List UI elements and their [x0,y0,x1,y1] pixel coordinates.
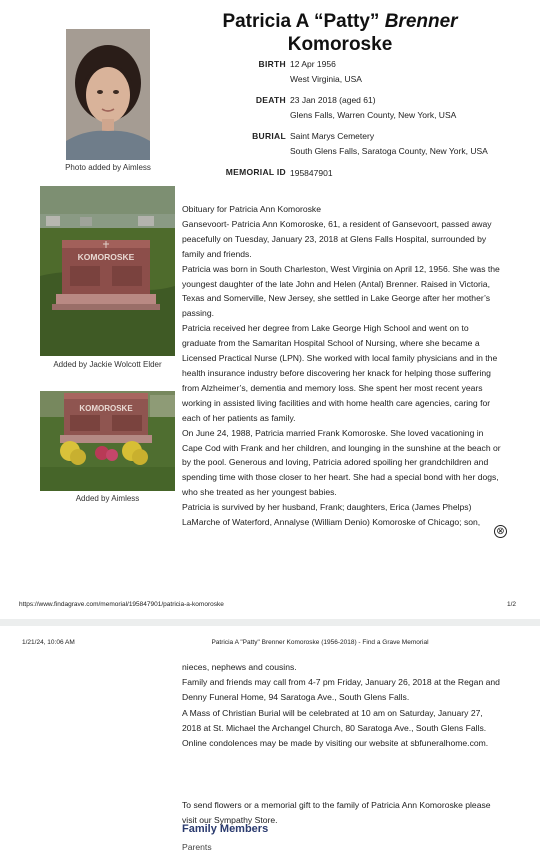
obituary-paragraph: Patricia was born in South Charleston, West Virginia on April 12, 1956. She was the youngest daughter of the late John and Helen (Antal) Brenner. Raised in Victoria, Texas and Somerville, New Jersey, she settled in Lake George after her mother’s passing. [182,263,500,319]
obituary-paragraph: nieces, nephews and cousins. [182,662,297,672]
print-page-number: 1/2 [507,601,517,608]
obituary-continued [182,660,504,751]
memorial-id-value: 195847901 [290,168,333,178]
grave-photo-1[interactable] [40,186,175,356]
grave-photo-2[interactable] [40,391,175,491]
name-first: Patricia A “Patty” [222,11,385,32]
grave-1-stone-text: KOMOROSKE [77,252,135,262]
name-maiden: Brenner [384,11,458,32]
close-icon[interactable]: ⊗ [494,525,507,538]
burial-label: BURIAL [252,131,286,141]
sympathy-store-text[interactable]: To send flowers or a memorial gift to the family of Patricia Ann Komoroske please visit our Sympathy Store. [182,800,491,826]
parents-label: Parents [182,842,212,852]
memorial-id-label: MEMORIAL ID [225,167,286,177]
grave-2-stone-text: KOMOROSKE [79,404,133,413]
print-header-title: Patricia A "Patty" Brenner Komoroske (1956-2018) - Find a Grave Memorial [211,639,429,646]
portrait-caption: Photo added by Aimless [65,163,151,172]
print-footer-url: https://www.findagrave.com/memorial/195847901/patricia-a-komoroske [19,601,224,608]
obituary-heading: Obituary for Patricia Ann Komoroske [182,204,321,214]
print-header-date: 1/21/24, 10:06 AM [22,639,75,646]
burial-value[interactable]: Saint Marys Cemetery South Glens Falls, Saratoga County, New York, USA [290,131,488,156]
death-value: 23 Jan 2018 (aged 61) Glens Falls, Warren County, New York, USA [290,95,457,120]
obituary-paragraph: Patricia received her degree from Lake George High School and went on to graduate from the Samaritan Hospital School of Nursing, where she became a Licensed Practical Nurse (LPN). She worked with local family physicians and in the health insurance industry before discovering her knack for helping those suffering from Alzheimer’s, dementia and memory loss. She spent her most recent years working in assisted living facilities and with home health care agencies, caring for each of her patients as family. [182,323,498,423]
obituary-paragraph: Gansevoort- Patricia Ann Komoroske, 61, a resident of Gansevoort, passed away peacefully on Tuesday, January 23, 2018 at Glens Falls Hospital, surrounded by family and friends. [182,218,492,259]
grave-photo-2-caption: Added by Aimless [75,494,140,503]
death-label: DEATH [255,95,286,105]
grave-photo-1-caption: Added by Jackie Wolcott Elder [53,360,162,369]
birth-label: BIRTH [258,59,286,69]
family-members-heading: Family Members [182,823,269,835]
obituary-paragraph: On June 24, 1988, Patricia married Frank Komoroske. She loved vacationing in Cape Cod with Frank and her children, and lounging in the sunshine at the beach or by the pool. Generous and loving, Patricia adored spoiling her grandchildren and spending time with those closer to her heart. She had a special bond with her dogs, who she treated as her youngest babies. [182,427,501,498]
obituary-paragraph: A Mass of Christian Burial will be celebrated at 10 am on Saturday, January 27, 2018 at St. Michael the Archangel Church, 80 Saratoga Ave., South Glens Falls. [182,707,487,733]
obituary-paragraph: Patricia is survived by her husband, Frank; daughters, Erica (James Phelps) LaMarche of Waterford, Annalyse (William Denio) Komoroske of Chicago; son, [182,502,481,528]
name-last: Komoroske [287,34,393,55]
obituary-paragraph: Family and friends may call from 4-7 pm Friday, January 26, 2018 at the Regan and Denny Funeral Home, 94 Saratoga Ave., South Glens Falls. [182,677,500,703]
memorial-title [190,10,490,56]
portrait-photo[interactable] [66,29,150,160]
obituary-text [182,202,504,530]
obituary-paragraph: Online condolences may be made by visiting our website at sbfuneralhome.com. [182,738,489,749]
print-page-2 [0,626,540,860]
birth-value: 12 Apr 1956 West Virginia, USA [290,59,362,84]
